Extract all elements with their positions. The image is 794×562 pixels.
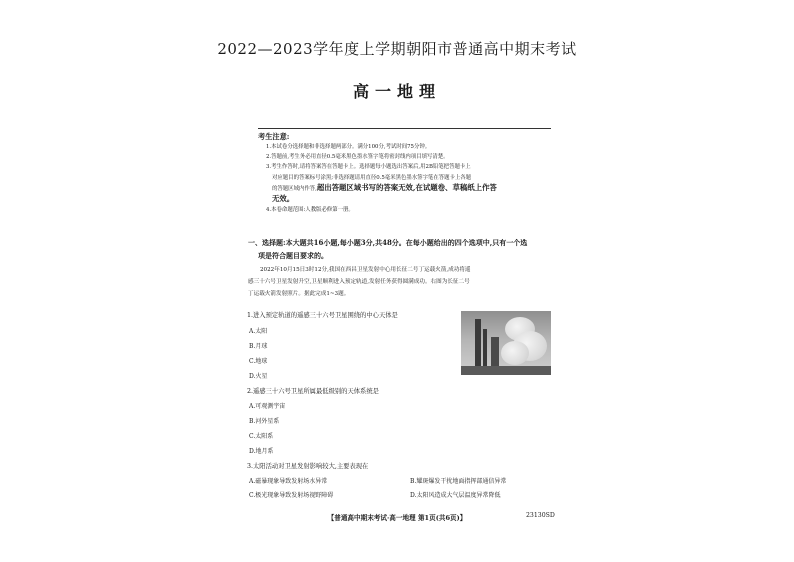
question-2-option-b: B.河外星系: [249, 418, 280, 425]
notice-item: 3.考生作答时,请将答案答在答题卡上。选择题每小题选出答案后,用2B铅笔把答题卡上: [266, 164, 471, 171]
notice-item: [258, 183, 558, 194]
subject-title: 高一地理: [352, 82, 441, 101]
question-3-option-d: D.太阳风造成大气层温度异常降低: [410, 492, 501, 499]
rocket-launch-photo: [461, 311, 551, 375]
section-heading-line: 一、选择题:本大题共16小题,每小题3分,共48分。在每小题给出的四个选项中,只有一个选: [248, 238, 528, 247]
question-1-option-d: D.火星: [249, 373, 268, 380]
passage-line: 感三十六号卫星发射升空,卫星顺利进入预定轨道,发射任务获得圆满成功。右图为长征二号: [248, 279, 470, 285]
notice-emphasis: 超出答题区域书写的答案无效,在试题卷、草稿纸上作答: [316, 182, 497, 192]
notice-item: 4.本卷命题范围:人教版必修第一册。: [266, 207, 354, 214]
reading-passage: [248, 264, 553, 300]
question-1-option-c: C.地球: [249, 358, 268, 365]
smoke-cloud: [501, 341, 529, 365]
launch-tower: [483, 329, 487, 369]
question-2-option-a: A.可观测宇宙: [249, 403, 286, 410]
launch-tower: [475, 319, 481, 369]
question-2-stem: 2.遥感三十六号卫星所属最低级别的天体系统是: [247, 388, 379, 395]
launch-structure: [491, 337, 499, 369]
question-3-option-b: B.耀斑爆发干扰地面指挥部通信异常: [410, 478, 507, 485]
candidate-notice: [258, 132, 558, 215]
passage-line: 丁运载火箭发射照片。据此完成1~3题。: [248, 291, 350, 297]
notice-item: 2.答题前,考生务必用直径0.5毫米黑色墨水签字笔将密封线内项目填写清楚。: [266, 154, 449, 161]
question-3-option-c: C.极光现象导致发射场视野障碍: [249, 492, 334, 499]
ground: [461, 366, 551, 375]
question-2-option-d: D.地月系: [249, 448, 274, 455]
passage-line: 2022年10月15日3时12分,我国在西昌卫星发射中心用长征二号丁运载火箭,成功将遥: [260, 267, 471, 273]
exam-title: 2022—2023学年度上学期朝阳市普通高中期末考试: [217, 40, 577, 58]
question-1-stem: 1.进入预定轨道的遥感三十六号卫星围绕的中心天体是: [247, 312, 398, 319]
notice-emphasis: 无效。: [272, 194, 295, 204]
notice-item: [258, 194, 558, 205]
question-1-option-a: A.太阳: [249, 328, 268, 335]
question-3-stem: 3.太阳活动对卫星发射影响较大,主要表现在: [247, 463, 369, 470]
notice-item: 对应题目的答案标号涂黑;非选择题请用直径0.5毫米黑色墨水签字笔在答题卡上各题: [272, 174, 472, 181]
header-divider: [258, 128, 551, 129]
notice-item-part: 的答题区域内作答,: [272, 185, 317, 192]
exam-code: 23130SD: [526, 512, 555, 519]
notice-item: 1.本试卷分选择题和非选择题两部分。满分100分,考试时间75分钟。: [266, 144, 431, 150]
question-1-option-b: B.月球: [249, 343, 268, 350]
question-3-option-a: A.磁暴现象导致发射场水异常: [249, 478, 328, 485]
section-heading-line: 项是符合题目要求的。: [258, 251, 328, 260]
page-footer: 【普通高中期末考试·高一地理 第1页(共6页)】: [327, 514, 467, 522]
section-heading: [248, 236, 553, 262]
question-2-option-c: C.太阳系: [249, 433, 274, 440]
notice-heading: 考生注意:: [258, 132, 290, 141]
